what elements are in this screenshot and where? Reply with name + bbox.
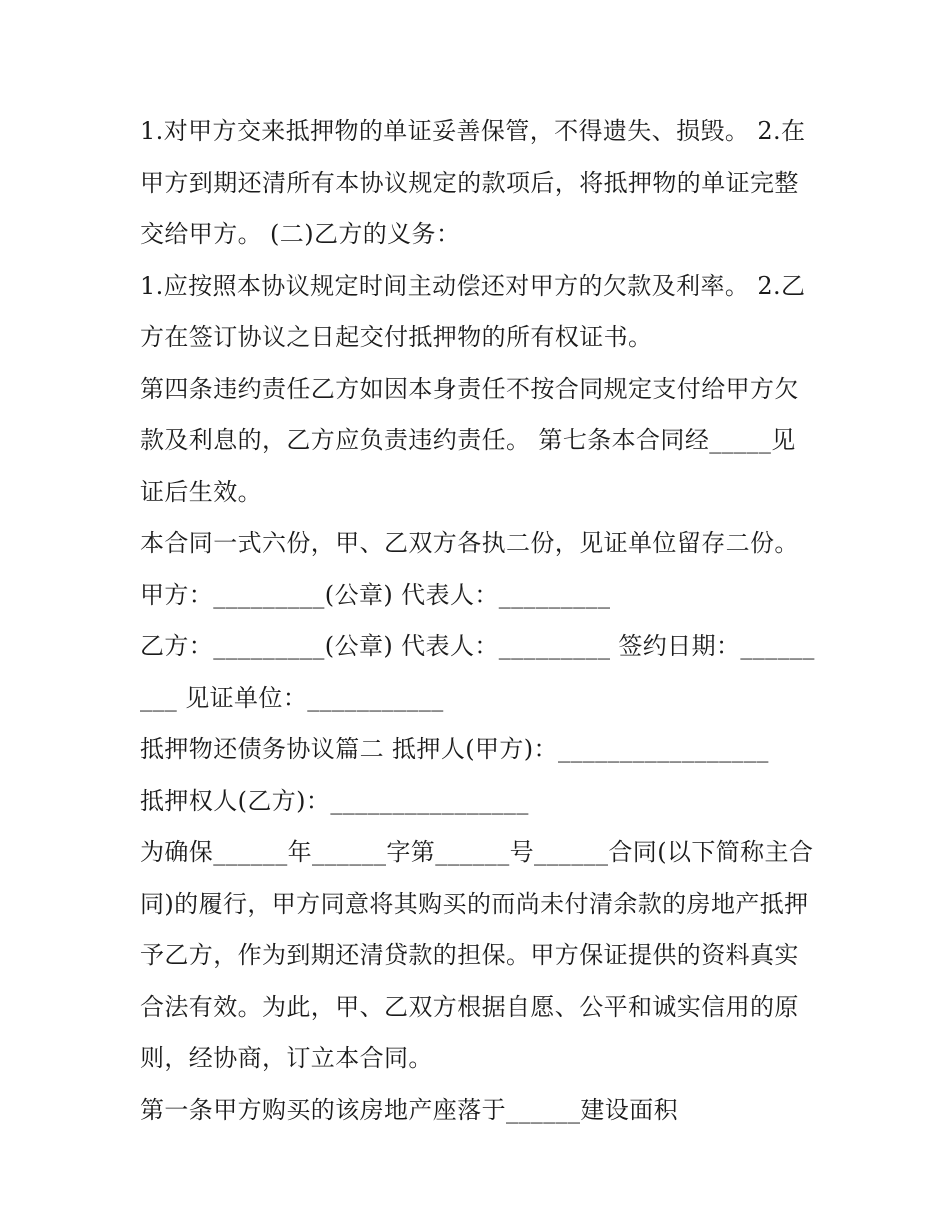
paragraph-mortgagee: 抵押权人(乙方)：________________ <box>140 786 529 815</box>
paragraph-party-b-obligations: 1.应按照本协议规定时间主动偿还对甲方的欠款及利率。 2.乙方在签订协议之日起交付抵押物的所有权证书。 <box>140 271 806 351</box>
paragraph-party-b-signature: 乙方：_________(公章) 代表人：_________ 签约日期：_________ 见证单位：___________ <box>140 632 815 712</box>
document-body <box>140 106 820 1136</box>
paragraph-purpose: 为确保______年______字第______号______合同(以下简称主合同)的履行，甲方同意将其购买的而尚未付清余款的房地产抵押予乙方，作为到期还清贷款的担保。甲方保证提供的资料真实合法有效。为此，甲、乙双方根据自愿、公平和诚实信用的原则，经协商，订立本合同。 <box>140 838 814 1072</box>
paragraph-party-a-obligations: 1.对甲方交来抵押物的单证妥善保管，不得遗失、损毁。 2.在甲方到期还清所有本协议规定的款项后，将抵押物的单证完整交给甲方。 (二)乙方的义务： <box>140 117 806 248</box>
paragraph-breach-liability: 第四条违约责任乙方如因本身责任不按合同规定支付给甲方欠款及利息的，乙方应负责违约责任。 第七条本合同经_____见证后生效。 <box>140 374 799 506</box>
paragraph-article-one: 第一条甲方购买的该房地产座落于______建设面积 <box>140 1095 678 1124</box>
paragraph-party-a-signature: 甲方：_________(公章) 代表人：_________ <box>140 580 611 609</box>
paragraph-copies: 本合同一式六份，甲、乙双方各执二份，见证单位留存二份。 <box>140 529 799 557</box>
paragraph-mortgagor: 抵押物还债务协议篇二 抵押人(甲方)：_________________ <box>140 735 769 763</box>
